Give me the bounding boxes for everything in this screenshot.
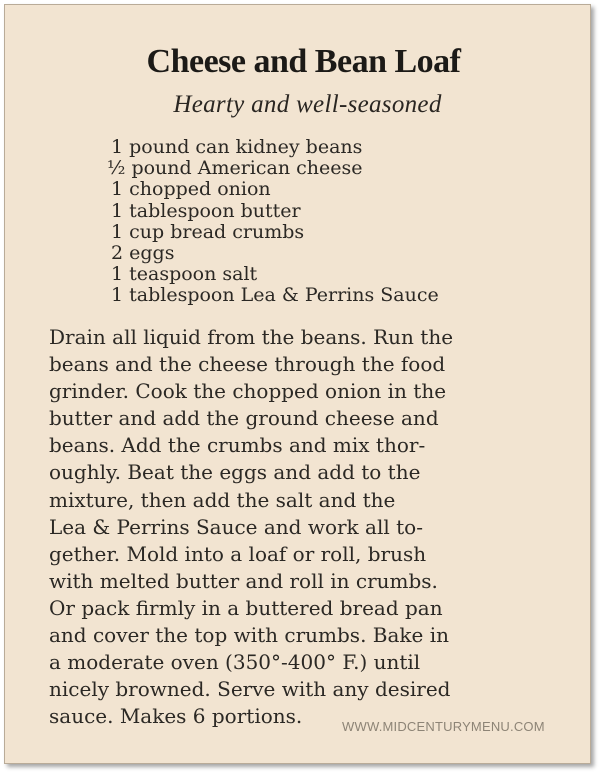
ingredient-item: ½ pound American cheese <box>107 157 363 180</box>
ingredient-item: 1 chopped onion <box>111 178 271 201</box>
recipe-subtitle: Hearty and well-seasoned <box>173 91 442 118</box>
directions-line: Or pack firmly in a buttered bread pan <box>49 595 443 620</box>
site-watermark: WWW.MIDCENTURYMENU.COM <box>342 719 545 734</box>
directions-line: butter and add the ground cheese and <box>49 406 439 431</box>
directions-line: a moderate oven (350°-400° F.) until <box>49 650 421 675</box>
ingredient-item: 1 tablespoon Lea & Perrins Sauce <box>111 284 439 307</box>
directions-line: gether. Mold into a loaf or roll, brush <box>49 541 427 566</box>
ingredient-item: 1 pound can kidney beans <box>111 136 363 158</box>
ingredient-item: 1 cup bread crumbs <box>111 220 305 243</box>
directions-line: Drain all liquid from the beans. Run the <box>49 325 454 349</box>
recipe-directions <box>49 324 453 730</box>
directions-line: grinder. Cook the chopped onion in the <box>49 379 447 404</box>
directions-line: and cover the top with crumbs. Bake in <box>49 623 449 648</box>
directions-line: beans. Add the crumbs and mix thor- <box>49 433 426 458</box>
ingredient-item: 1 tablespoon butter <box>111 199 301 222</box>
directions-line: Lea & Perrins Sauce and work all to- <box>49 514 423 539</box>
recipe-card <box>4 4 591 764</box>
directions-line: nicely browned. Serve with any desired <box>49 677 451 702</box>
directions-line: oughly. Beat the eggs and add to the <box>49 460 421 485</box>
ingredient-item: 1 teaspoon salt <box>111 263 258 286</box>
directions-line: mixture, then add the salt and the <box>49 487 396 512</box>
recipe-title: Cheese and Bean Loaf <box>146 43 461 80</box>
directions-line: beans and the cheese through the food <box>49 352 446 377</box>
ingredient-list <box>107 136 439 307</box>
ingredient-item: 2 eggs <box>111 242 175 265</box>
directions-line: with melted butter and roll in crumbs. <box>49 568 438 593</box>
directions-line: sauce. Makes 6 portions. <box>49 704 303 729</box>
